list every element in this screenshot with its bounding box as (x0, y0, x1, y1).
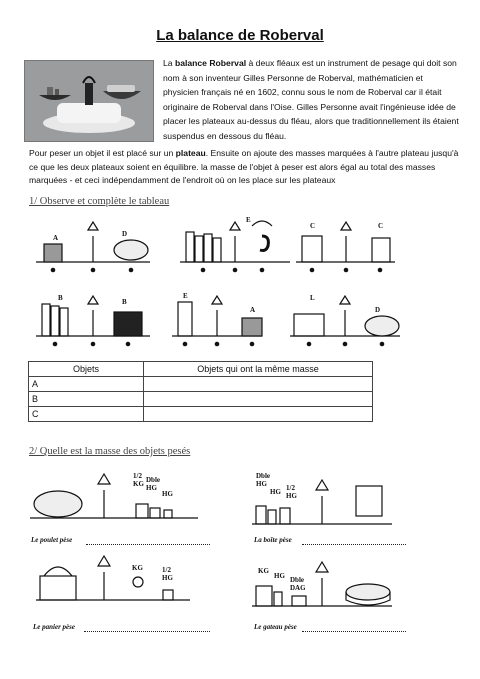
w3-kg: KG (132, 564, 143, 572)
label-2-b: B (58, 294, 63, 302)
para2-text-2: . Ensuite on ajoute des masses marquées à l'autre plateau jusqu'à ce que les deux plateaux soient en équilibre. la masse de l'objet à peser est alors égal au total des masses marquées - et ceci indépendamment de l'endroit où on les place sur les plateaux (29, 148, 459, 186)
scene-boite (252, 480, 392, 524)
row-label: C (29, 407, 144, 422)
w1-hg2: HG (162, 490, 173, 498)
intro-text-2: à deux fléaux est un instrument de pesage qui doit son nom à son inventeur Gilles Personne de Roberval, mathématicien et physicien français né en 1602, connu sous le nom de Roberval car il était originaire de Roberval dans l'Oise. Gilles Personne avait l'ingénieuse idée de placer les plateaux au-dessus du fléau, alors que traditionnellement ils étaient suspendus en dessous du fléau. (163, 58, 459, 141)
w1-kg: KG (133, 480, 144, 488)
answer-line-poulet[interactable] (86, 544, 210, 545)
caption-panier: Le panier pèse (33, 623, 75, 631)
intro-bold: balance Roberval (174, 58, 247, 68)
w2-dble: Dble (256, 472, 270, 480)
label-2-b2: B (122, 298, 127, 306)
label-2-d: D (375, 306, 381, 314)
label-2-l: L (310, 294, 315, 302)
w4-hg: HG (274, 572, 285, 580)
caption-gateau: Le gateau pèse (254, 623, 297, 631)
w2-half: 1/2 (286, 484, 295, 492)
label-2-a: A (250, 306, 256, 314)
label-1-a: A (53, 234, 59, 242)
w1-dble: Dble (146, 476, 160, 484)
label-1-d: D (122, 230, 128, 238)
intro-text-1: La (163, 58, 175, 68)
label-1-c: C (310, 222, 316, 230)
answer-line-gateau[interactable] (302, 631, 406, 632)
w2-hg: HG (256, 480, 267, 488)
section-2-heading: 2/ Quelle est la masse des objets pesés (29, 446, 191, 457)
w4-kg: KG (258, 567, 269, 575)
row-label: B (29, 392, 144, 407)
w4-dble: Dble (290, 576, 304, 584)
header-objets: Objets (29, 362, 144, 377)
section-1-heading: 1/ Observe et complète le tableau (29, 196, 170, 207)
w2-hg2: HG (270, 488, 281, 496)
w1-hg: HG (146, 484, 157, 492)
para2-bold: plateau (175, 148, 206, 158)
row-label: A (29, 377, 144, 392)
scene-gateau (252, 562, 392, 606)
caption-boite: La boîte pèse (254, 536, 292, 544)
label-1-c2: C (378, 222, 384, 230)
caption-poulet: Le poulet pèse (31, 536, 73, 544)
answer-line-panier[interactable] (84, 631, 210, 632)
label-2-e: E (183, 292, 188, 300)
w4-dag: DAG (290, 584, 306, 592)
w2-hg3: HG (286, 492, 297, 500)
header-meme-masse: Objets qui ont la même masse (144, 362, 373, 377)
w3-half: 1/2 (162, 566, 171, 574)
label-1-e: E (246, 216, 251, 224)
w1-half: 1/2 (133, 472, 142, 480)
para2-text-1: Pour peser un objet il est placé sur un (29, 148, 176, 158)
page-title: La balance de Roberval (156, 27, 324, 44)
answer-line-boite[interactable] (302, 544, 406, 545)
w3-hg: HG (162, 574, 173, 582)
